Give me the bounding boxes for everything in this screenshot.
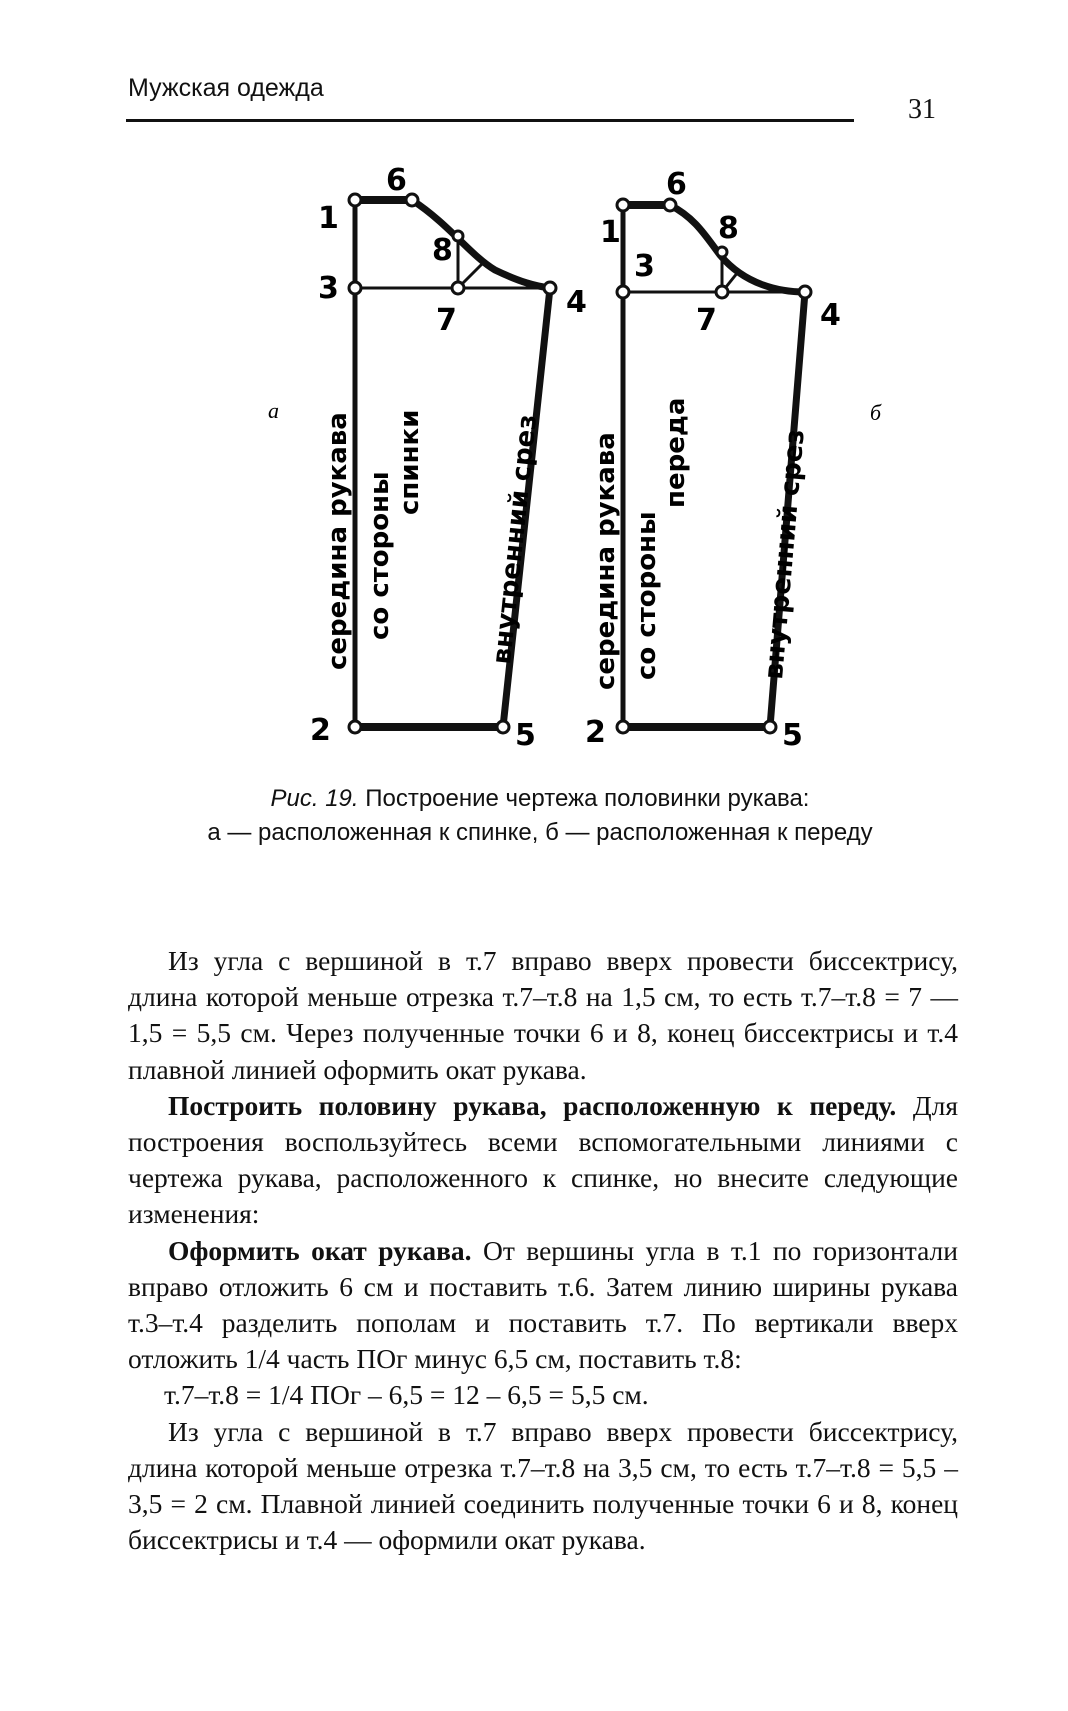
figure-caption bbox=[120, 782, 960, 850]
point-b2 bbox=[617, 721, 629, 733]
paragraph-2 bbox=[128, 1088, 958, 1233]
label-a3: 3 bbox=[318, 271, 339, 306]
paragraph-2-heading: Построить половину рукава, расположенную к переду. bbox=[168, 1089, 897, 1121]
label-a2: 2 bbox=[310, 713, 331, 748]
point-a1 bbox=[349, 194, 361, 206]
point-a5 bbox=[497, 721, 509, 733]
figure-19 bbox=[0, 0, 1068, 780]
label-b8: 8 bbox=[718, 211, 739, 246]
label-a4: 4 bbox=[566, 285, 587, 320]
paragraph-3 bbox=[128, 1233, 958, 1378]
point-a7 bbox=[452, 282, 464, 294]
label-b7: 7 bbox=[696, 303, 717, 338]
page-number: 31 bbox=[908, 94, 936, 125]
point-a8 bbox=[453, 231, 463, 241]
label-a7: 7 bbox=[436, 303, 457, 338]
panel-a-inner-cut-label: внутренний срез bbox=[487, 413, 544, 666]
point-b4 bbox=[799, 286, 811, 298]
paragraph-1: Из угла с вершиной в т.7 вправо вверх провести биссектрису, длина которой меньше отрезка т.7–т.8 на 1,5 см, то есть т.7–т.8 = 7 — 1,5 = 5,5 см. Через полученные точки 6 и 8, конец биссектрисы и т.4 плавной линией оформить окат рукава. bbox=[128, 945, 958, 1085]
point-b5 bbox=[764, 721, 776, 733]
panel-b-center-line-label: середина рукава bbox=[591, 432, 621, 690]
paragraph-2-text: Для построения воспользуйтесь всеми вспомогательными линиями с чертежа рукава, расположенного к спинке, но внесите следующие изменения: bbox=[128, 1089, 959, 1230]
point-a3 bbox=[349, 282, 361, 294]
caption-fig-number: Рис. 19. bbox=[270, 785, 359, 812]
running-header: Мужская одежда bbox=[128, 74, 324, 102]
label-a1: 1 bbox=[318, 201, 339, 236]
label-b6: 6 bbox=[666, 167, 687, 202]
label-b5: 5 bbox=[782, 718, 803, 753]
panel-a-letter: а bbox=[268, 398, 279, 423]
point-b3 bbox=[617, 286, 629, 298]
label-a8: 8 bbox=[432, 233, 453, 268]
point-a2 bbox=[349, 721, 361, 733]
panel-a-center-line-label: середина рукава bbox=[323, 412, 353, 670]
paragraph-4: Из угла с вершиной в т.7 вправо вверх провести биссектрису, длина которой меньше отрезка т.7–т.8 на 3,5 см, то есть т.7–т.8 = 5,5 – 3,5 = 2 см. Плавной линией соединить полученные точки 6 и 8, конец биссектрисы и т.4 — оформили окат рукава. bbox=[128, 1415, 958, 1556]
caption-line-2: а — расположенная к спинке, б — расположенная к переду bbox=[207, 819, 873, 846]
body-text bbox=[128, 943, 958, 1558]
paragraph-3-heading: Оформить окат рукава. bbox=[168, 1234, 472, 1266]
caption-line-1 bbox=[120, 782, 960, 816]
panel-b-side2-label: переда bbox=[661, 397, 691, 508]
formula-line: т.7–т.8 = 1/4 ПОг – 6,5 = 12 – 6,5 = 5,5 см. bbox=[164, 1379, 649, 1411]
point-a4 bbox=[544, 282, 556, 294]
point-a6 bbox=[406, 194, 418, 206]
point-b1 bbox=[617, 199, 629, 211]
panel-b-side-label: со стороны bbox=[632, 511, 662, 680]
panel-b-letter: б bbox=[870, 400, 882, 425]
label-b2: 2 bbox=[585, 715, 606, 750]
panel-b-inner-cut-label: внутренний срез bbox=[759, 428, 811, 681]
label-a5: 5 bbox=[515, 718, 536, 753]
caption-line-1-text: Построение чертежа половинки рукава: bbox=[358, 785, 810, 812]
label-b1: 1 bbox=[600, 215, 621, 250]
paragraph-3-text: От вершины угла в т.1 по горизонтали вправо отложить 6 см и поставить т.6. Затем линию ширины рукава т.3–т.4 разделить пополам и поставить т.7. По вертикали вверх отложить 1/4 часть ПОг минус 6,5 см, поставить т.8: bbox=[128, 1234, 958, 1375]
label-b3: 3 bbox=[634, 249, 655, 284]
panel-a-side-label: со стороны bbox=[365, 471, 395, 640]
label-b4: 4 bbox=[820, 298, 841, 333]
label-a6: 6 bbox=[386, 163, 407, 198]
point-b7 bbox=[716, 286, 728, 298]
panel-a-side2-label: спинки bbox=[395, 409, 425, 515]
point-b8 bbox=[717, 247, 727, 257]
